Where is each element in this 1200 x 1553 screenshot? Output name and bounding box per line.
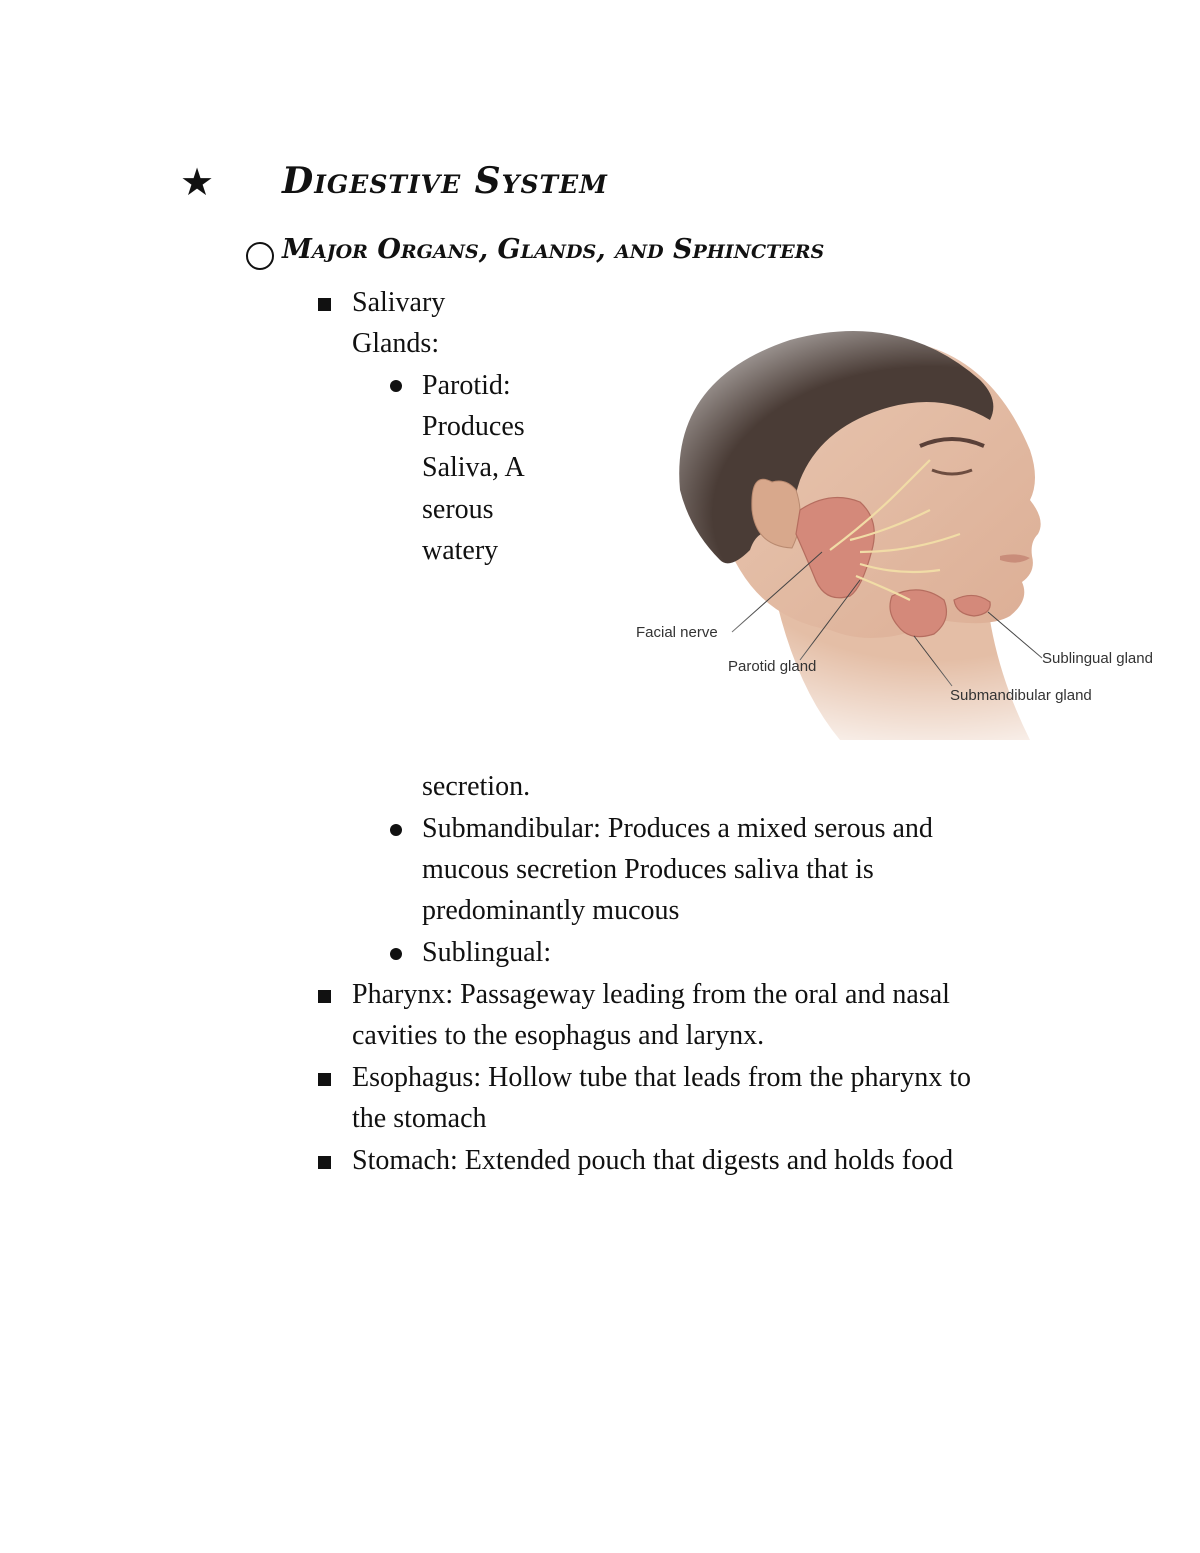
esophagus-line: the stomach <box>352 1103 487 1134</box>
parotid-line: watery <box>422 535 499 566</box>
salivary-label-line2: Glands: <box>352 328 440 359</box>
star-bullet-icon: ★ <box>180 160 215 204</box>
square-bullet-icon <box>318 1156 331 1169</box>
sublingual-line: Sublingual: <box>422 937 552 968</box>
round-bullet-icon <box>390 948 402 960</box>
salivary-glands-figure <box>560 320 1200 750</box>
pharynx-line: Pharynx: Passageway leading from the oral and nasal <box>352 979 950 1010</box>
parotid-line: Parotid: <box>422 370 511 401</box>
salivary-label-line1: Salivary <box>352 287 446 318</box>
parotid-gland-label: Parotid gland <box>728 658 817 675</box>
round-bullet-icon <box>390 380 402 392</box>
esophagus-line: Esophagus: Hollow tube that leads from the pharynx to <box>352 1062 971 1093</box>
facial-nerve-label: Facial nerve <box>636 624 718 641</box>
stomach-line: Stomach: Extended pouch that digests and holds food <box>352 1145 954 1176</box>
parotid-line: Saliva, A <box>422 452 525 483</box>
submandibular-line: Submandibular: Produces a mixed serous and <box>422 813 933 844</box>
parotid-line: serous <box>422 494 494 525</box>
submandibular-line: predominantly mucous <box>422 895 680 926</box>
parotid-line: secretion. <box>422 771 531 802</box>
pharynx-line: cavities to the esophagus and larynx. <box>352 1020 765 1051</box>
square-bullet-icon <box>318 990 331 1003</box>
sublingual-gland-label: Sublingual gland <box>1042 650 1153 667</box>
page-title: Digestive System <box>282 160 608 202</box>
submandibular-line: mucous secretion Produces saliva that is <box>422 854 874 885</box>
square-bullet-icon <box>318 298 331 311</box>
circle-bullet-icon <box>246 242 274 270</box>
parotid-line: Produces <box>422 411 525 442</box>
submandibular-gland-label: Submandibular gland <box>950 687 1092 704</box>
round-bullet-icon <box>390 824 402 836</box>
square-bullet-icon <box>318 1073 331 1086</box>
section-subtitle: Major Organs, Glands, and Sphincters <box>282 234 825 265</box>
